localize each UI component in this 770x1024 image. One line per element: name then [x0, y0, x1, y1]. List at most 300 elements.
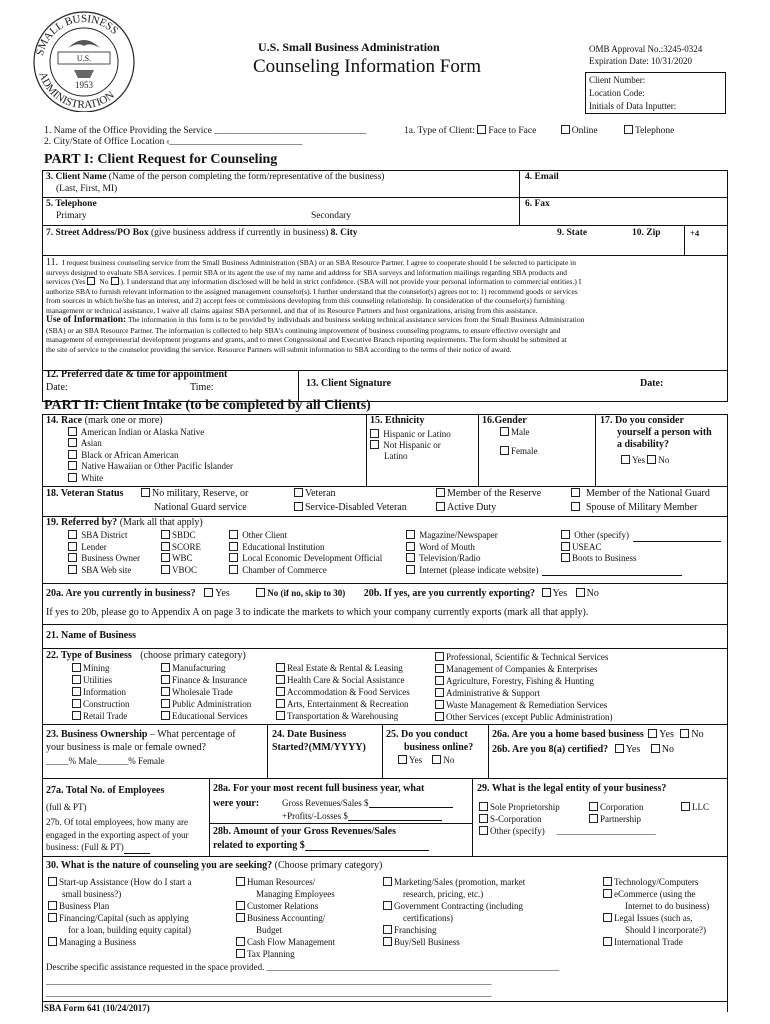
veteran-disabled-option — [294, 502, 407, 513]
q10-zip-plus4-field[interactable]: +4 — [690, 228, 700, 238]
q17-line: a disability? — [617, 439, 669, 450]
home-based-no-checkbox[interactable] — [680, 729, 689, 738]
q28a-revenue-field[interactable] — [369, 798, 453, 808]
q1-office-name-field[interactable]: . Name of the Office Providing the Service ________________________________ — [49, 126, 367, 136]
nature-business-plan-checkbox[interactable] — [48, 901, 57, 910]
biz-option-label: Waste Management & Remediation Services — [446, 700, 608, 710]
veteran-option-label: Active Duty — [447, 502, 497, 513]
q28b-label: 28b. Amount of your Gross Revenues/Sales — [213, 826, 396, 837]
biz-option-label: Administrative & Support — [446, 688, 540, 698]
legal-partnership-option — [589, 814, 641, 824]
nature-option-label: Business Accounting/ — [247, 913, 326, 923]
q27a-label: 27a. Total No. of Employees — [46, 785, 165, 796]
nature-buysell-checkbox[interactable] — [383, 937, 392, 946]
ethnicity-option-label: Not Hispanic or — [383, 440, 441, 450]
veteran-reserve-option — [436, 488, 541, 499]
ethnicity-option-label: Latino — [384, 451, 408, 461]
nature-managing-checkbox[interactable] — [48, 937, 57, 946]
race-black-checkbox[interactable] — [68, 450, 77, 459]
veteran-veteran-checkbox[interactable] — [294, 488, 303, 497]
q14-race-options — [68, 427, 233, 484]
8a-no-checkbox[interactable] — [651, 744, 660, 753]
q28b-export-revenue-field[interactable] — [305, 840, 429, 851]
referred-option-label: Local Economic Development Official — [242, 553, 383, 563]
referred-option-label: Internet (please indicate website) — [419, 564, 539, 575]
describe-label: Describe specific assistance requested in the space provided. — [46, 962, 265, 972]
nature-option-label: certifications) — [403, 913, 453, 923]
biz-option-label: Finance & Insurance — [172, 675, 247, 685]
q15-label: 15. Ethnicity — [370, 415, 425, 426]
page-title: Counseling Information Form — [253, 56, 481, 77]
client-type-face-label: Face to Face — [488, 126, 537, 136]
legal-llc-checkbox[interactable] — [681, 802, 690, 811]
biz-public-admin-checkbox[interactable] — [161, 699, 170, 708]
svg-text:SMALL BUSINESS — [34, 13, 120, 57]
referred-col1 — [68, 530, 140, 576]
legal-sole-option — [479, 802, 560, 812]
biz-col3 — [276, 662, 410, 722]
q13-date-field[interactable]: Date: — [640, 378, 664, 389]
q7-desc[interactable]: (give business address if currently in business) — [150, 228, 329, 238]
veteran-active-option — [436, 502, 496, 513]
referred-sba-district-checkbox[interactable] — [68, 530, 77, 539]
nature-option-label: Business Plan — [59, 901, 110, 911]
nature-option-label: Tax Planning — [247, 949, 295, 959]
nature-technology-checkbox[interactable] — [603, 877, 612, 886]
veteran-option-label: No military, Reserve, or — [152, 488, 249, 499]
q11-line-3a: services (Yes — [46, 277, 86, 286]
q28a-profit-row — [282, 811, 442, 821]
veteran-disabled-checkbox[interactable] — [294, 502, 303, 511]
referred-vboc-checkbox[interactable] — [161, 565, 170, 574]
legal-sole-checkbox[interactable] — [479, 802, 488, 811]
q27a-employees-field[interactable]: (full & PT) — [46, 802, 87, 812]
biz-other-services-checkbox[interactable] — [435, 712, 444, 721]
referred-internet-checkbox[interactable] — [406, 565, 415, 574]
nature-accounting-checkbox[interactable] — [236, 913, 245, 922]
ethnicity-hispanic-checkbox[interactable] — [370, 429, 379, 438]
nature-option-label: Cash Flow Management — [247, 937, 335, 947]
veteran-guard-option — [571, 488, 710, 499]
svg-text:ADMINISTRATION — [36, 70, 116, 111]
q17-label — [600, 415, 712, 451]
biz-option-label: Construction — [83, 699, 130, 709]
nature-option-label: for a loan, building equity capital) — [68, 925, 191, 935]
seal-top-text: SMALL BUSINESS — [33, 12, 121, 57]
q11-consent-text — [46, 258, 726, 354]
q11-consent-no-checkbox[interactable] — [111, 277, 119, 285]
q11-consent-yes-checkbox[interactable] — [87, 277, 95, 285]
legal-other-option — [479, 826, 656, 836]
use-line-3: management of entrepreneurial development programs and grants, and to meet Congressional and Executive Branch reporting requirements. The form should be submitted at — [46, 335, 567, 344]
referred-boots-checkbox[interactable] — [561, 553, 570, 562]
q27b-line[interactable]: business: (Full & PT) — [46, 842, 124, 852]
referred-option-label: Educational Institution — [242, 541, 325, 552]
q26b-label: 26b. Are you 8(a) certified? — [492, 744, 609, 755]
biz-mining-checkbox[interactable] — [72, 663, 81, 672]
race-white-checkbox[interactable] — [68, 473, 77, 482]
nature-option-label: Government Contracting (including — [394, 901, 523, 911]
referred-useac-checkbox[interactable] — [561, 542, 570, 551]
q2-row — [44, 137, 302, 147]
q7-row — [46, 228, 358, 238]
biz-col1 — [72, 662, 130, 722]
referred-chamber-checkbox[interactable] — [229, 565, 238, 574]
race-asian-checkbox[interactable] — [68, 438, 77, 447]
legal-corporation-checkbox[interactable] — [589, 802, 598, 811]
nature-customer-checkbox[interactable] — [236, 901, 245, 910]
q25-label: 25. Do you conduct — [386, 729, 468, 740]
q14-note: (mark one or more) — [84, 415, 163, 426]
online-no-label: No — [443, 755, 455, 765]
biz-information-checkbox[interactable] — [72, 687, 81, 696]
referred-option-label: VBOC — [172, 564, 198, 575]
q14-label: 14. Race — [46, 415, 83, 426]
biz-health-care-checkbox[interactable] — [276, 675, 285, 684]
gender-male-option — [500, 427, 530, 437]
referred-educational-checkbox[interactable] — [229, 542, 238, 551]
q28b-export-row — [213, 840, 429, 851]
veteran-guard-checkbox[interactable] — [571, 488, 580, 497]
referred-option-label: USEAC — [572, 541, 602, 552]
initials-field[interactable]: Initials of Data Inputter: — [589, 101, 677, 111]
q5-primary-field[interactable]: Primary — [56, 211, 87, 221]
nature-ecommerce-checkbox[interactable] — [603, 889, 612, 898]
q11-line-2: surveys designed to evaluate SBA services. I permit SBA or its agent the use of my name and address for SBA surveys and information mailings regarding SBA products and — [46, 267, 567, 277]
legal-scorp-checkbox[interactable] — [479, 814, 488, 823]
legal-option-label: S-Corporation — [490, 814, 542, 824]
nature-col2 — [236, 876, 335, 960]
q28a-profit-field[interactable] — [348, 811, 442, 821]
ethnicity-option-label: Hispanic or Latino — [383, 429, 451, 439]
nature-cashflow-checkbox[interactable] — [236, 937, 245, 946]
veteran-option-label: Member of the National Guard — [586, 488, 710, 499]
agency-name: U.S. Small Business Administration — [258, 40, 440, 54]
nature-option-label: Budget — [256, 925, 282, 935]
biz-option-label: Retail Trade — [83, 711, 128, 721]
legal-option-label: Other (specify) — [490, 826, 545, 836]
in-business-yes-checkbox[interactable] — [204, 588, 213, 597]
nature-international-checkbox[interactable] — [603, 937, 612, 946]
q23-row — [46, 729, 236, 740]
q23-ownership-field[interactable]: _____% Male_______% Female — [46, 756, 165, 766]
q11-line-5: from sources in which he/she has an interest, and 2) accept fees or commissions developing from this counseling relationship. In consideration of the counselor(s) furnishing — [46, 296, 565, 305]
legal-option-label: Corporation — [600, 802, 644, 812]
referred-col3 — [229, 530, 382, 576]
biz-finance-checkbox[interactable] — [161, 675, 170, 684]
form-id-footer: SBA Form 641 (10/24/2017) — [44, 1003, 150, 1013]
biz-construction-checkbox[interactable] — [72, 699, 81, 708]
referred-option-label: Magazine/Newspaper — [419, 530, 498, 540]
veteran-option-label: Spouse of Military Member — [586, 502, 698, 513]
q22-row — [46, 650, 246, 661]
race-option-label: Native Hawaiian or Other Pacific Islander — [81, 461, 233, 472]
q22-label: 22. Type of Business — [46, 650, 132, 661]
8a-yes-label: Yes — [625, 744, 641, 755]
legal-option-label: Partnership — [600, 814, 641, 824]
nature-col3 — [383, 876, 525, 948]
online-no-checkbox[interactable] — [432, 755, 441, 764]
client-number-field[interactable]: Client Number: — [589, 75, 646, 85]
q25-options — [398, 755, 454, 765]
veteran-spouse-checkbox[interactable] — [571, 502, 580, 511]
referred-word-of-mouth-checkbox[interactable] — [406, 542, 415, 551]
biz-option-label: Management of Companies & Enterprises — [446, 664, 598, 674]
referred-other-client-checkbox[interactable] — [229, 530, 238, 539]
q9-state-field[interactable]: 9. State — [557, 228, 588, 238]
nature-marketing-checkbox[interactable] — [383, 877, 392, 886]
q1-number: 1 — [44, 125, 49, 136]
q12-date-field[interactable]: Date: — [46, 382, 68, 393]
sba-seal — [28, 8, 140, 112]
biz-management-checkbox[interactable] — [435, 664, 444, 673]
referred-business-owner-checkbox[interactable] — [68, 553, 77, 562]
biz-administrative-checkbox[interactable] — [435, 688, 444, 697]
biz-option-label: Accommodation & Food Services — [287, 687, 410, 697]
nature-option-label: eCommerce (using the — [614, 889, 696, 899]
referred-score-checkbox[interactable] — [161, 542, 170, 551]
biz-educational-checkbox[interactable] — [161, 711, 170, 720]
q23-label: 23. Business Ownership — [46, 729, 148, 740]
referred-other-specify-field[interactable] — [633, 532, 721, 542]
biz-real-estate-checkbox[interactable] — [276, 663, 285, 672]
disability-no-label: No — [658, 455, 670, 465]
client-type-face-checkbox[interactable] — [477, 125, 486, 134]
biz-option-label: Transportation & Warehousing — [287, 711, 399, 721]
biz-utilities-checkbox[interactable] — [72, 675, 81, 684]
q20-note: If yes to 20b, please go to Appendix A on page 3 to indicate the markets to which your company currently exports (mark all that apply). — [46, 607, 589, 618]
q11-line-4: authorize SBA to furnish relevant information to the assigned management counselor(s). I further understand that the counselor(s) agrees not to: 1) recommend goods or services — [46, 286, 578, 296]
race-native-hawaiian-checkbox[interactable] — [68, 461, 77, 470]
referred-option-label: SBA District — [81, 530, 128, 540]
biz-retail-checkbox[interactable] — [72, 711, 81, 720]
q7-label: 7. Street Address/PO Box — [46, 228, 149, 238]
q27b-export-employees-field[interactable] — [124, 844, 150, 854]
q28a-profit-label: +Profits/-Losses $ — [282, 811, 348, 821]
ethnicity-not-hispanic-checkbox[interactable] — [370, 440, 379, 449]
q26a-label: 26a. Are you a home based business — [492, 729, 644, 740]
referred-option-label: WBC — [172, 553, 193, 563]
referred-sbdc-checkbox[interactable] — [161, 530, 170, 539]
referred-option-label: Chamber of Commerce — [242, 564, 327, 575]
veteran-option-label: Veteran — [305, 488, 336, 499]
biz-professional-checkbox[interactable] — [435, 652, 444, 661]
referred-option-label: Other (specify) — [574, 530, 629, 540]
biz-option-label: Other Services (except Public Administration) — [446, 712, 613, 722]
biz-option-label: Health Care & Social Assistance — [287, 675, 405, 685]
part2-title: PART II: Client Intake (to be completed by all Clients) — [44, 398, 371, 413]
online-yes-checkbox[interactable] — [398, 755, 407, 764]
veteran-none-label-line2: National Guard service — [154, 502, 247, 513]
q6-fax-field[interactable]: 6. Fax — [525, 199, 550, 209]
veteran-none-checkbox[interactable] — [141, 488, 150, 497]
referred-option-label: Lender — [81, 541, 107, 552]
biz-accommodation-checkbox[interactable] — [276, 687, 285, 696]
home-based-no-label: No — [691, 729, 704, 740]
in-business-no-checkbox[interactable] — [256, 588, 265, 597]
q22-note: (choose primary category) — [140, 650, 246, 661]
q20b-label: 20b. If yes, are you currently exporting? — [363, 588, 536, 599]
q10-zip-field[interactable]: 10. Zip — [632, 228, 661, 238]
q26a-row — [492, 729, 704, 740]
referred-local-econ-checkbox[interactable] — [229, 553, 238, 562]
legal-other-checkbox[interactable] — [479, 826, 488, 835]
referred-internet-website-field[interactable] — [542, 566, 682, 576]
nature-franchising-checkbox[interactable] — [383, 925, 392, 934]
referred-other-checkbox[interactable] — [561, 530, 570, 539]
q3-row — [46, 172, 384, 182]
referred-col2 — [161, 530, 201, 576]
biz-option-label: Utilities — [83, 675, 112, 685]
q18-label: 18. Veteran Status — [46, 488, 124, 499]
q17-line: yourself a person with — [617, 427, 712, 438]
use-line-2: (SBA) or an SBA Resource Partner. The information is collected to help SBA's continuing improvement of business counseling programs, to ensure effective oversight and — [46, 325, 561, 335]
nature-option-label: Human Resources/ — [247, 877, 316, 887]
veteran-veteran-option — [294, 488, 336, 499]
nature-option-label: Managing Employees — [256, 889, 335, 899]
legal-option-label: LLC — [692, 802, 709, 812]
biz-wholesale-checkbox[interactable] — [161, 687, 170, 696]
describe-row — [46, 962, 722, 972]
gender-option-label: Female — [511, 446, 538, 456]
race-option-label: Asian — [80, 438, 102, 449]
nature-option-label: small business?) — [62, 889, 122, 899]
in-business-yes-label: Yes — [215, 588, 230, 599]
veteran-option-label: Service-Disabled Veteran — [305, 502, 407, 513]
referred-option-label: SBA Web site — [81, 564, 132, 575]
exporting-no-checkbox[interactable] — [576, 588, 585, 597]
q27b-line: 27b. Of total employees, how many are — [46, 817, 188, 827]
describe-field-line-1[interactable]: _________________________________________________________________ — [266, 962, 560, 972]
biz-option-label: Information — [83, 687, 126, 697]
biz-arts-checkbox[interactable] — [276, 699, 285, 708]
q11-line-3c: ). I understand that any information disclosed will be held in strict confidence. (SBA will not provide your personal information to commercial entities.) I — [120, 277, 582, 286]
q19-row — [46, 517, 203, 528]
use-line-4: the site of service to the counselor providing the service. Resource Partners will submit information to SBA according to the terms of their notice of award. — [46, 344, 512, 354]
client-type-online-checkbox[interactable] — [561, 125, 570, 134]
disability-yes-label: Yes — [632, 455, 646, 465]
referred-wbc-checkbox[interactable] — [161, 553, 170, 562]
legal-partnership-checkbox[interactable] — [589, 814, 598, 823]
q28a-label: 28a. For your most recent full business year, what — [213, 783, 425, 794]
biz-agriculture-checkbox[interactable] — [435, 676, 444, 685]
nature-legal-checkbox[interactable] — [603, 913, 612, 922]
q23-desc: – What percentage of — [149, 729, 236, 740]
client-type-online-label: Online — [571, 126, 598, 136]
referred-option-label: Other Client — [242, 530, 287, 540]
referred-col5 — [561, 530, 721, 565]
nature-startup-checkbox[interactable] — [48, 877, 57, 886]
q28a-revenue-label: Gross Revenues/Sales $ — [282, 798, 369, 808]
disability-yes-checkbox[interactable] — [621, 455, 630, 464]
referred-sba-website-checkbox[interactable] — [68, 565, 77, 574]
biz-manufacturing-checkbox[interactable] — [161, 663, 170, 672]
q27b-line: engaged in the exporting aspect of your — [46, 829, 189, 840]
q5-telephone-label: 5. Telephone — [46, 199, 97, 209]
q13-signature-field[interactable]: 13. Client Signature — [306, 378, 392, 389]
describe-field-line-2[interactable]: ___________________________________________________________________________________________________ — [46, 976, 492, 986]
legal-option-label: Sole Proprietorship — [490, 802, 560, 812]
referred-option-label: SBDC — [172, 530, 196, 540]
biz-col2 — [161, 662, 251, 722]
home-based-yes-label: Yes — [659, 729, 674, 740]
nature-option-label: research, pricing, etc.) — [403, 889, 484, 899]
biz-option-label: Real Estate & Rental & Leasing — [287, 663, 403, 673]
biz-transportation-checkbox[interactable] — [276, 711, 285, 720]
8a-yes-checkbox[interactable] — [615, 744, 624, 753]
legal-corp-option — [589, 802, 644, 812]
in-business-no-label: No (if no, skip to 30) — [267, 588, 346, 598]
q21-business-name-field[interactable]: 21. Name of Business — [46, 630, 137, 641]
q19-label: 19. Referred by? — [46, 517, 118, 528]
exporting-yes-label: Yes — [552, 588, 568, 599]
biz-waste-checkbox[interactable] — [435, 700, 444, 709]
q20a-row — [46, 588, 599, 599]
nature-col4 — [603, 876, 709, 948]
gender-male-checkbox[interactable] — [500, 427, 509, 436]
nature-govcon-checkbox[interactable] — [383, 901, 392, 910]
gender-option-label: Male — [511, 427, 530, 437]
legal-other-specify-field[interactable]: ______________________ — [556, 826, 656, 836]
q19-note: (Mark all that apply) — [119, 517, 203, 528]
q12-time-field[interactable]: Time: — [190, 382, 214, 393]
q30-label: 30. What is the nature of counseling you are seeking? — [46, 860, 273, 871]
exporting-yes-checkbox[interactable] — [542, 588, 551, 597]
q2-office-location-field[interactable]: ____________________________ — [169, 137, 303, 147]
q5-secondary-field[interactable]: Secondary — [311, 211, 352, 221]
describe-field-line-3[interactable]: ___________________________________________________________________________________________________ — [46, 988, 492, 998]
race-option-label: White — [81, 472, 104, 483]
legal-scorp-option — [479, 814, 542, 824]
q24-date-started-field[interactable]: Started?(MM/YYYY) — [272, 742, 366, 753]
nature-hr-checkbox[interactable] — [236, 877, 245, 886]
home-based-yes-checkbox[interactable] — [648, 729, 657, 738]
q11-line-6: management or technical assistance, I waive all claims against SBA personnel, and that of its Resource Partners and host organizations, arising from this assistance. — [46, 305, 538, 315]
q4-email-field[interactable]: 4. Email — [525, 172, 559, 182]
biz-option-label: Mining — [83, 663, 110, 673]
q8-city-field[interactable]: 8. City — [330, 228, 358, 238]
nature-tax-checkbox[interactable] — [236, 949, 245, 958]
nature-col1 — [48, 876, 191, 948]
seal-band-text: U.S. — [76, 54, 92, 63]
nature-financing-checkbox[interactable] — [48, 913, 57, 922]
exporting-no-label: No — [586, 588, 599, 599]
expiration-date: Expiration Date: 10/31/2020 — [589, 56, 692, 66]
q17-options — [621, 455, 669, 465]
veteran-option-label: Member of the Reserve — [447, 488, 542, 499]
veteran-reserve-checkbox[interactable] — [436, 488, 445, 497]
disability-no-checkbox[interactable] — [647, 455, 656, 464]
q14-row — [46, 415, 163, 426]
referred-tv-radio-checkbox[interactable] — [406, 553, 415, 562]
referred-lender-checkbox[interactable] — [68, 542, 77, 551]
client-type-telephone-checkbox[interactable] — [624, 125, 633, 134]
use-of-information-label: Use of Information: — [46, 315, 127, 325]
biz-option-label: Educational Services — [172, 711, 248, 721]
race-option-label: American Indian or Alaska Native — [80, 427, 205, 437]
q11-number: 11. — [46, 257, 59, 268]
race-american-indian-checkbox[interactable] — [68, 427, 77, 436]
biz-option-label: Manufacturing — [172, 663, 226, 673]
q20a-label: 20a. Are you currently in business? — [46, 588, 196, 599]
q29-label: 29. What is the legal entity of your business? — [477, 783, 667, 794]
q1-row — [44, 125, 366, 136]
location-code-field[interactable]: Location Code: — [589, 88, 645, 98]
veteran-active-checkbox[interactable] — [436, 502, 445, 511]
q3-client-name-field[interactable]: (Last, First, MI) — [56, 184, 118, 194]
referred-magazine-checkbox[interactable] — [406, 530, 415, 539]
gender-female-checkbox[interactable] — [500, 446, 509, 455]
